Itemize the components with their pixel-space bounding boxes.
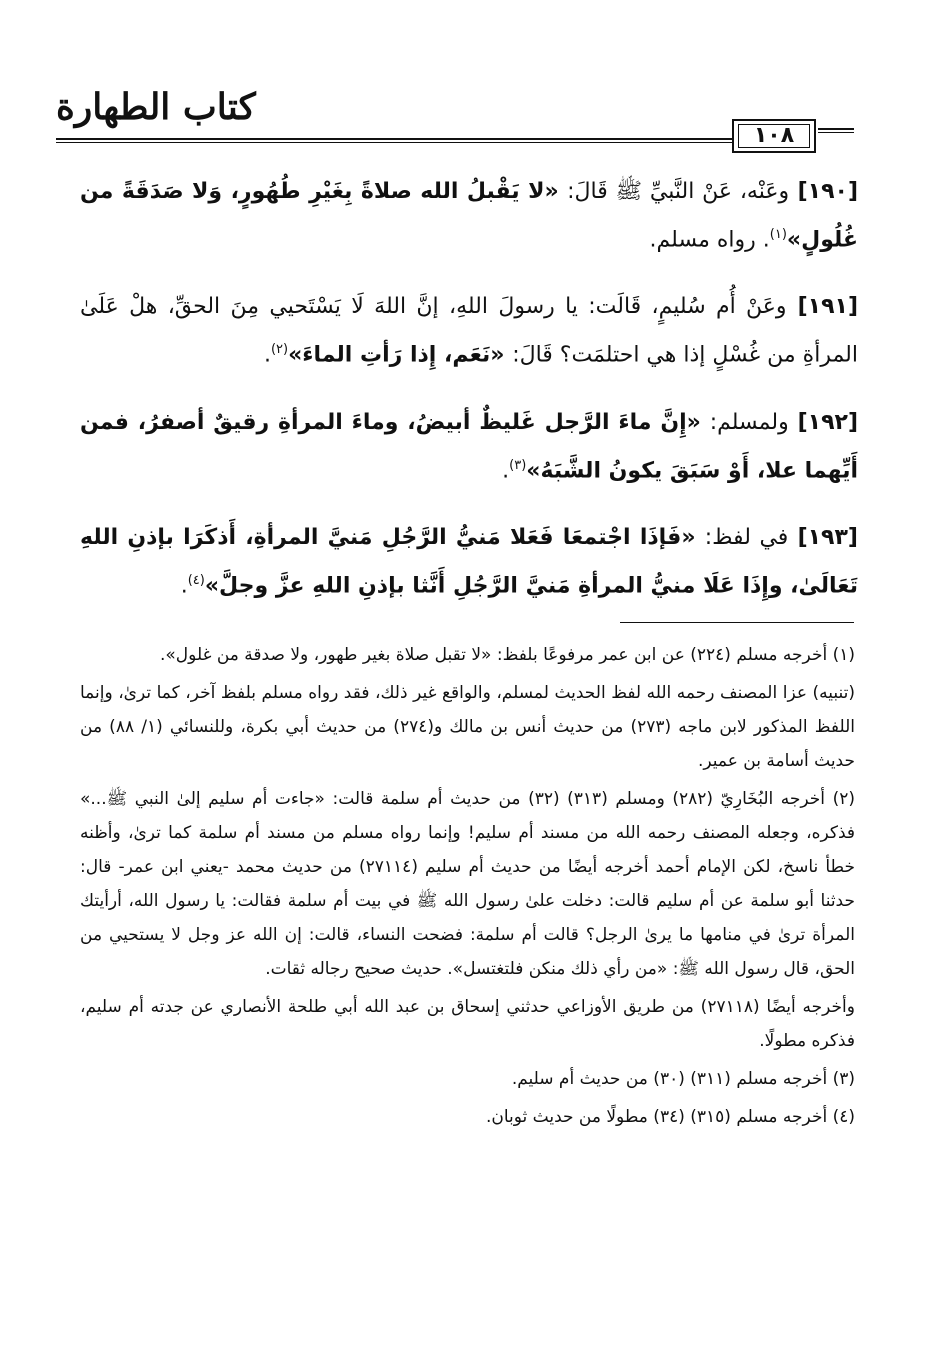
footnote-separator bbox=[620, 622, 854, 623]
page-number: ١٠٨ bbox=[732, 119, 816, 153]
hadith-tail: . رواه مسلم. bbox=[649, 227, 770, 253]
hadith-text: «إِنَّ ماءَ الرَّجل غَليظٌ أبيضُ، وماءَ المرأةِ رقيقٌ أصفرُ، فمن أَيِّهما علا، أَوْ سَبَقَ يكونُ الشَّبَهُ» bbox=[80, 409, 858, 483]
hadith-tail: . bbox=[502, 457, 510, 483]
hadith-tail: . bbox=[180, 573, 188, 599]
footnote-ref: (١) bbox=[769, 227, 787, 242]
footnote-ref: (٢) bbox=[270, 342, 289, 358]
hadith-number: [١٩٣] bbox=[797, 524, 858, 550]
hadith-193 bbox=[80, 516, 858, 607]
hadith-tail: . bbox=[263, 342, 271, 368]
main-text bbox=[80, 170, 858, 631]
hadith-intro: وعَنْ أُم سُليمٍ، قَالَت: يا رسولَ اللهِ، إنَّ اللهَ لَا يَسْتَحيي مِنَ الحقِّ، هلْ عَلَىٰ المرأةِ من غُسْلٍ إذا هي احتلمَت؟ قَالَ: bbox=[80, 294, 858, 368]
footnote-2-cont: وأخرجه أيضًا (٢٧١١٨) من طريق الأوزاعي حدثني إسحاق بن عبد الله أبي طلحة الأنصاري عن جدته أم سليم، فذكره مطولًا. bbox=[80, 997, 855, 1051]
hadith-intro: في لفظ: bbox=[704, 524, 789, 550]
hadith-intro: ولمسلم: bbox=[709, 409, 789, 435]
footnotes bbox=[80, 638, 855, 1138]
hadith-text: «فَإذَا اجْتمعَا فَعَلا مَنيُّ الرَّجُلِ مَنيَّ المرأةِ، أَذكَرَا بإذنِ اللهِ تَعَالَىٰ، وإِذَا عَلَا منيُّ المرأةِ مَنيَّ الرَّجُلِ أَنَّثا بإذنِ اللهِ عزَّ وجلَّ» bbox=[80, 524, 858, 599]
hadith-number: [١٩٠] bbox=[797, 179, 858, 204]
hadith-intro: وعَنْه، عَنْ النَّبيِّ ﷺ قَالَ: bbox=[567, 179, 790, 204]
hadith-text: «لا يَقْبلُ الله صلاةً بِغَيْرِ طُهُورٍ، وَلا صَدَقَةً من غُلُولٍ» bbox=[80, 179, 858, 253]
book-title: كتاب الطهارة bbox=[56, 86, 256, 128]
footnote-1: (١) أخرجه مسلم (٢٢٤) عن ابن عمر مرفوعًا بلفظ: «لا تقبل صلاة بغير طهور، ولا صدقة من غلول». bbox=[160, 645, 855, 665]
header-rule-right bbox=[818, 128, 854, 133]
hadith-192 bbox=[80, 401, 858, 492]
footnote-4: (٤) أخرجه مسلم (٣١٥) (٣٤) مطولًا من حديث ثوبان. bbox=[485, 1107, 855, 1127]
hadith-191 bbox=[80, 285, 858, 376]
hadith-text: «نَعَم، إِذا رَأتِ الماءَ» bbox=[288, 342, 505, 368]
header-rule bbox=[56, 138, 732, 143]
footnote-note: (تنبيه) عزا المصنف رحمه الله لفظ الحديث لمسلم، والواقع غير ذلك، فقد رواه مسلم بلفظ آخر، كما ترىٰ، وإنما اللفظ المذكور لابن ماجه (٢٧٣) من حديث أنس بن مالك و(٢٧٤) من حديث أبي بكرة، وللنسائي (١/ ٨٨) من حديث أسامة بن عمير. bbox=[80, 683, 855, 771]
hadith-190 bbox=[80, 170, 858, 261]
hadith-number: [١٩١] bbox=[797, 294, 858, 320]
hadith-number: [١٩٢] bbox=[797, 409, 858, 435]
footnote-2: (٢) أخرجه البُخَارِيّ (٢٨٢) ومسلم (٣١٣) (٣٢) من حديث أم سلمة قالت: «جاءت أم سليم إلىٰ النبي ﷺ...» فذكره، وجعله المصنف رحمه الله من مسند أم سليم! وإنما رواه مسلم من مسند أم سلمة كما ترىٰ، وأظنه خطأ ناسخ، لكن الإمام أحمد أخرجه أيضًا من حديث أم سليم (٢٧١١٤) من حديث محمد -يعني ابن عمر- قال: حدثنا أبو سلمة عن أم سليم قالت: دخلت علىٰ رسول الله ﷺ في بيت أم سلمة فقالت: يا رسول الله، أرأيتك المرأة ترىٰ في منامها ما يرىٰ الرجل؟ قالت أم سلمة: فضحت النساء، قالت: إن الله عز وجل لا يستحيي من الحق، قال رسول الله ﷺ: «من رأي ذلك منكن فلتغتسل». حديث صحيح رجاله ثقات. bbox=[80, 789, 856, 979]
footnote-ref: (٤) bbox=[187, 572, 205, 588]
footnote-3: (٣) أخرجه مسلم (٣١١) (٣٠) من حديث أم سليم. bbox=[511, 1069, 855, 1089]
footnote-ref: (٣) bbox=[509, 457, 527, 473]
